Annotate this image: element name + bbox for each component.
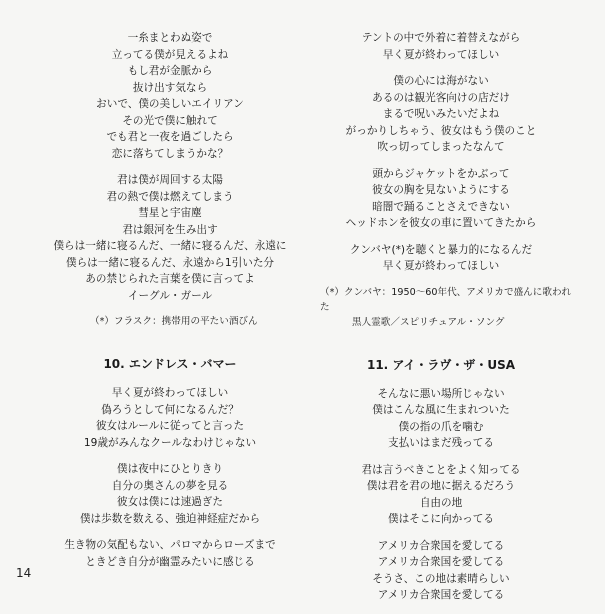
lyric-line: ときどき自分が幽霊みたいに感じる <box>85 555 255 568</box>
lyric-line: 僕の指の爪を噛む <box>398 420 484 433</box>
lyric-stanza <box>308 30 574 63</box>
lyric-stanza <box>308 538 574 604</box>
lyric-line: イーグル・ガール <box>127 289 213 302</box>
lyric-stanza <box>40 30 300 162</box>
lyric-line: アメリカ合衆国を愛してる <box>377 556 505 568</box>
lyric-stanza <box>40 461 300 527</box>
footnote-line: 黒人霊歌／スピリチュアル・ソング <box>352 316 505 328</box>
lyric-line: 早く夏が終わってほしい <box>111 387 229 399</box>
lyric-line: ヘッドホンを彼女の車に置いてきたから <box>345 217 537 229</box>
lyric-line: クンバヤ(*)を聴くと暴力的になるんだ <box>349 243 533 256</box>
lyric-line: そんなに悪い場所じゃない <box>377 387 505 400</box>
lyric-line: 一糸まとわぬ姿で <box>127 32 213 44</box>
lyric-line: 君は銀河を生み出す <box>122 223 218 236</box>
lyric-stanza <box>308 386 574 452</box>
lyric-line: 暗闇で踊ることさえできない <box>372 200 510 213</box>
lyric-line: 立ってる僕が見えるよね <box>111 48 229 61</box>
lyric-line: テントの中で外着に着替えながら <box>361 32 521 44</box>
lyric-stanza <box>308 73 574 156</box>
lyric-line: 自分の奥さんの夢を見る <box>111 479 229 492</box>
footnote: （*）フラスク：携帯用の平たい酒びん <box>90 316 258 327</box>
lyric-line: もし君が金脈から <box>127 65 213 77</box>
lyric-line: 僕はそこに向かってる <box>388 513 494 525</box>
lyric-line: 頭からジャケットをかぶって <box>372 167 510 180</box>
song-title: 11. アイ・ラヴ・ザ・USA <box>366 357 516 372</box>
footnote <box>308 285 574 330</box>
lyric-line: 自由の地 <box>419 496 463 509</box>
lyric-stanza <box>40 385 300 451</box>
lyric-line: 僕は君を君の地に据えるだろう <box>366 480 516 492</box>
lyric-line: 彗星と宇宙塵 <box>138 207 202 219</box>
lyric-line: 僕は夜中にひとりきり <box>117 463 223 475</box>
lyric-line: 僕らは一緒に寝るんだ、永遠から1引いた分 <box>65 256 275 269</box>
lyric-line: あるのは観光客向けの店だけ <box>372 91 510 104</box>
lyric-line: 偽ろうとして何になるんだ？ <box>101 403 239 416</box>
song-title: 10. エンドレス・バマー <box>103 357 237 371</box>
lyric-line: 生き物の気配もない、パロマからローズまで <box>64 539 276 551</box>
lyric-line: 彼女はルールに従ってと言った <box>95 420 245 432</box>
lyric-stanza <box>308 462 574 528</box>
lyric-stanza <box>308 166 574 232</box>
lyric-line: 恋に落ちてしまうかな？ <box>111 147 229 160</box>
left-lyrics-column <box>40 30 300 580</box>
lyric-line: 吹っ切ってしまったなんて <box>377 141 505 153</box>
lyric-line: アメリカ合衆国を愛してる <box>377 539 505 552</box>
lyric-line: 彼女は僕には速過ぎた <box>117 496 223 508</box>
lyric-line: 支払いはまだ残ってる <box>388 437 494 449</box>
lyric-line: 君の熱で僕は燃えてしまう <box>106 190 234 203</box>
lyric-line: 早く夏が終わってほしい <box>382 48 500 61</box>
page-number: 14 <box>16 566 32 580</box>
lyric-line: 君は言うべきことをよく知ってる <box>361 463 521 476</box>
lyric-line: 僕はこんな風に生まれついた <box>372 404 510 416</box>
lyric-line: でも君と一夜を過ごしたら <box>106 131 234 143</box>
lyric-line: 抜け出す気なら <box>132 81 208 94</box>
lyric-line: 19歳がみんなクールなわけじゃない <box>83 436 257 449</box>
footnote-line: （*）クンバヤ：1950〜60年代、アメリカで盛んに歌われた <box>320 286 572 313</box>
lyric-stanza <box>308 242 574 275</box>
lyric-line: おいで、僕の美しいエイリアン <box>96 98 244 110</box>
lyric-line: 彼女の胸を見ないようにする <box>372 184 510 196</box>
lyric-line: 僕の心には海がない <box>393 75 489 87</box>
lyric-line: アメリカ合衆国を愛してる <box>377 589 505 601</box>
lyric-line: 僕らは一緒に寝るんだ、一緒に寝るんだ、永遠に <box>53 240 287 252</box>
lyric-line: その光で僕に触れて <box>122 114 218 127</box>
lyric-line: 早く夏が終わってほしい <box>382 260 500 272</box>
right-lyrics-column <box>308 30 574 614</box>
lyric-stanza <box>40 172 300 304</box>
lyric-line: そうさ、この地は素晴らしい <box>372 572 510 585</box>
lyric-line: まるで呪いみたいだよね <box>382 108 500 120</box>
lyric-line: がっかりしちゃう、彼女はもう僕のこと <box>345 124 537 137</box>
lyric-line: 君は僕が周回する太陽 <box>117 174 223 186</box>
lyric-line: 僕は歩数を数える、強迫神経症だから <box>79 512 261 525</box>
lyric-stanza <box>40 537 300 570</box>
lyric-line: あの禁じられた言葉を僕に言ってよ <box>85 273 255 285</box>
